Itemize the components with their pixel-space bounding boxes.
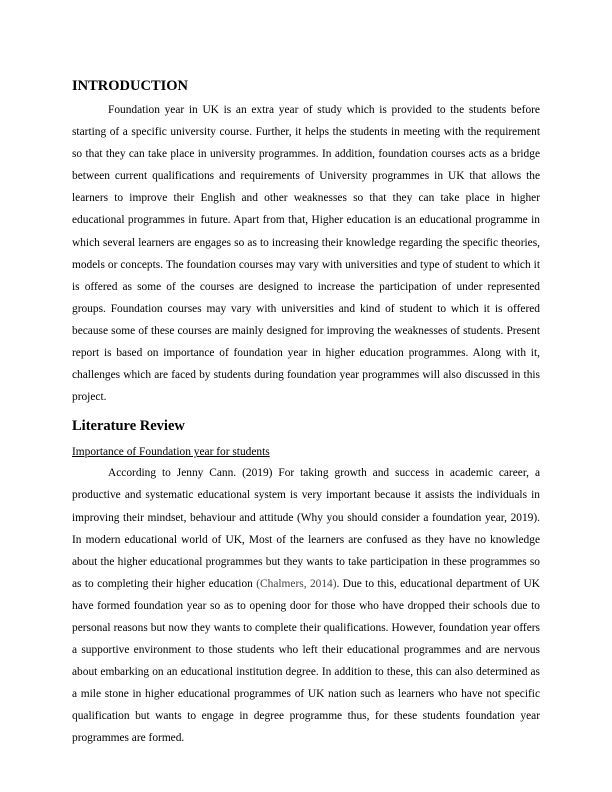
importance-subheading: Importance of Foundation year for students bbox=[72, 446, 270, 459]
introduction-heading: INTRODUCTION bbox=[72, 78, 189, 94]
chalmers-citation: (Chalmers, 2014) bbox=[256, 577, 337, 590]
document-page bbox=[72, 76, 540, 750]
literature-paragraph-part1: According to Jenny Cann. (2019) For taking growth and success in academic career, a productive and systematic educational system is very important because it assists the individuals in improving their mindset, behaviour and attitude (Why you should consider a foundation year, 2019). In modern educational world of UK, Most of the learners are confused as they have no knowledge about the higher educational programmes but they wants to take participation in these programmes so as to completing their higher education bbox=[72, 467, 540, 590]
introduction-paragraph: Foundation year in UK is an extra year of study which is provided to the students before starting of a specific university course. Further, it helps the students in meeting with the requirement so that they can take place in university programmes. In addition, foundation courses acts as a bridge between current qualifications and requirements of University programmes in UK that allows the learners to improve their English and other weaknesses so that they can take place in higher educational programmes in future. Apart from that, Higher education is an educational programme in which several learners are engages so as to increasing their knowledge regarding the specific theories, models or concepts. The foundation courses may vary with universities and type of student to which it is offered as some of the courses are designed to increase the participation of under represented groups. Foundation courses may vary with universities and kind of student to which it is offered because some of these courses are mainly designed for improving the weaknesses of students. Present report is based on importance of foundation year in higher education programmes. Along with it, challenges which are faced by students during foundation year programmes will also discussed in this project. bbox=[72, 104, 540, 404]
literature-paragraph-part2: . Due to this, educational department of UK have formed foundation year so as to opening door for those who have dropped their schools due to personal reasons but now they wants to complete their qualifications. However, foundation year offers a supportive environment to those students who left their educational programmes and are nervous about embarking on an educational institution degree. In addition to these, this can also determined as a mile stone in higher educational programmes of UK nation such as learners who have not specific qualification but wants to engage in degree programme thus, for these students foundation year programmes are formed. bbox=[72, 577, 540, 745]
literature-review-heading: Literature Review bbox=[72, 418, 185, 435]
literature-review-paragraph bbox=[72, 462, 540, 749]
